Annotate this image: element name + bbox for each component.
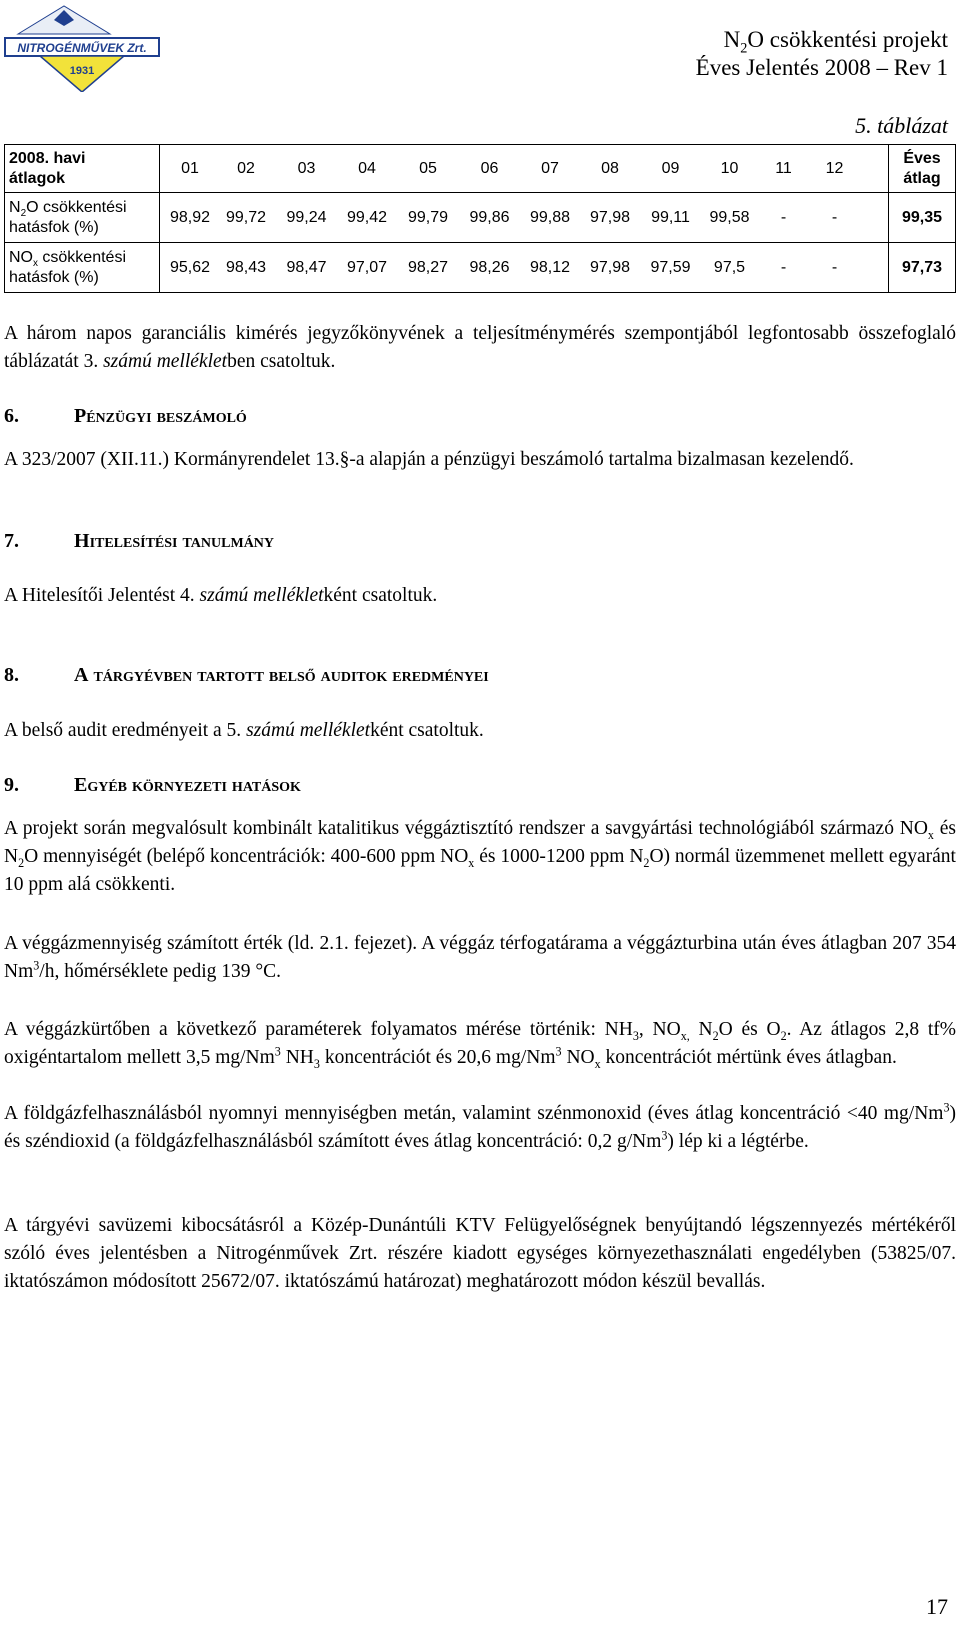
table-caption: 5. táblázat [855, 113, 948, 138]
month-header: 09 [661, 159, 680, 177]
table-row-nox [5, 243, 956, 293]
nox-month-value: 97,59 [650, 258, 691, 276]
month-header: 11 [775, 159, 792, 177]
n2o-month-value: 97,98 [589, 208, 631, 226]
month-header: 02 [237, 159, 255, 177]
corner-label: 2008. havi átlagok [5, 145, 160, 193]
section-9-paragraph-5: A tárgyévi savüzemi kibocsátásról a Közép-Dunántúli KTV Felügyelőségnek benyújtandó légszennyezés mértékéről szóló éves jelentésben a Nitrogénművek Zrt. részére kiadott egységes környezethasználati engedélyben (53825/07. iktatószámon módosított 25672/07. iktatószámú határozat) meghatározott módon készül bevallás. [4, 1215, 956, 1292]
guarantee-paragraph: A három napos garanciális kimérés jegyzőkönyvének a teljesítménymérés szempontjából legfontosabb összefoglaló táblázatát 3. számú mellékletben csatoltuk. [4, 323, 956, 372]
nox-month-value: 98,47 [286, 258, 327, 276]
efficiency-table [4, 144, 956, 293]
month-header: 07 [541, 159, 559, 177]
project-title: $N_2O$ csökkentési projekt [723, 27, 948, 57]
n2o-month-value: 99,86 [469, 208, 510, 226]
nox-month-value: 97,98 [589, 258, 631, 276]
n2o-month-value: 99,11 [651, 208, 690, 226]
month-header: 04 [358, 159, 376, 177]
n2o-month-value: 99,42 [346, 208, 388, 226]
n2o-month-value: 99,79 [407, 208, 449, 226]
avg-header: Éves átlag [889, 145, 956, 193]
n2o-month-value: 98,92 [169, 208, 211, 226]
month-header-cells [160, 145, 889, 193]
section-9-paragraph-4: A földgázfelhasználásból nyomnyi mennyiségben metán, valamint szénmonoxid (éves átlag koncentráció <40 mg/Nm$^3$) és széndioxid (a földgázfelhasználásból számított éves átlag koncentráció: 0,2 g/Nm$^3$) lép ki a légtérbe. [4, 1100, 956, 1152]
n2o-month-value: 99,88 [529, 208, 571, 226]
nox-month-value: - [780, 258, 787, 276]
row-label-nox: $NO_x$ csökkentési hatásfok (%) [5, 243, 160, 293]
n2o-month-value: 99,72 [225, 208, 267, 226]
month-header: 06 [480, 159, 499, 177]
section-8-text: A belső audit eredményeit a 5. számú mellékletként csatoltuk. [4, 720, 484, 741]
logo-year: 1931 [69, 65, 95, 77]
n2o-value-cells [160, 193, 889, 243]
nox-month-value: 98,27 [407, 258, 449, 276]
n2o-month-value: 99,58 [709, 208, 750, 226]
n2o-annual-avg: 99,35 [889, 193, 956, 243]
section-9-paragraph-1: A projekt során megvalósult kombinált katalitikus véggáztisztító rendszer a savgyártási technológiából származó $NO_x$ és $N_2O$ mennyiségét (belépő koncentrációk: 400-600 ppm $NO_x$ és 1000-1200 ppm $N_2O$) normál üzemmenet mellett egyaránt 10 ppm alá csökkenti. [4, 818, 956, 895]
month-header: 12 [825, 159, 844, 177]
nox-value-cells [160, 243, 889, 293]
section-7-heading: 7. Hitelesítési tanulmány [4, 530, 275, 552]
nox-month-value: 97,07 [346, 258, 388, 276]
month-header: 05 [419, 159, 437, 177]
section-8-heading: 8. A tárgyévben tartott belső auditok eredményei [4, 664, 489, 686]
month-header: 03 [297, 159, 316, 177]
n2o-month-value: 99,24 [286, 208, 327, 226]
nox-month-value: 98,12 [529, 258, 571, 276]
n2o-month-value: - [831, 208, 838, 226]
section-6-text: A 323/2007 (XII.11.) Kormányrendelet 13.§-a alapján a pénzügyi beszámoló tartalma bizalmasan kezelendő. [4, 449, 854, 470]
section-7-text: A Hitelesítői Jelentést 4. számú mellékletként csatoltuk. [4, 585, 438, 606]
table-row-n2o [5, 193, 956, 243]
month-header: 08 [601, 159, 619, 177]
row-label-n2o: $N_2O$ csökkentési hatásfok (%) [5, 193, 160, 243]
report-subtitle: Éves Jelentés 2008 – Rev 1 [695, 55, 948, 80]
table-header-row [5, 145, 956, 193]
logo-text: NITROGÉNMŰVEK Zrt. [17, 41, 147, 55]
section-6-heading: 6. Pénzügyi beszámoló [4, 405, 247, 427]
section-9-paragraph-2: A véggázmennyiség számított érték (ld. 2.1. fejezet). A véggáz térfogatárama a véggázturbina után éves átlagban 207 354 Nm$^3$/h, hőmérséklete pedig 139 °C. [4, 933, 956, 982]
month-header: 01 [181, 159, 199, 177]
month-header: 10 [720, 159, 739, 177]
document-header [696, 26, 948, 82]
nox-month-value: - [831, 258, 838, 276]
nox-month-value: 98,43 [225, 258, 267, 276]
n2o-month-value: - [780, 208, 787, 226]
nox-month-value: 97,5 [713, 258, 746, 276]
nox-month-value: 95,62 [169, 258, 211, 276]
nox-month-value: 98,26 [469, 258, 510, 276]
section-9-paragraph-3: A véggázkürtőben a következő paraméterek folyamatos mérése történik: $NH_3$, $NO_{x,}$ $N_2O$ és $O_2$. Az átlagos 2,8 tf% oxigéntartalom mellett 3,5 mg/Nm$^3$ $NH_3$ koncentrációt és 20,6 mg/Nm$^3$ $NO_x$ koncentrációt mértünk éves átlagban. [4, 1019, 956, 1071]
company-logo [4, 4, 162, 92]
section-9-heading: 9. Egyéb környezeti hatások [4, 774, 301, 796]
page-number: 17 [926, 1594, 948, 1619]
nox-annual-avg: 97,73 [889, 243, 956, 293]
